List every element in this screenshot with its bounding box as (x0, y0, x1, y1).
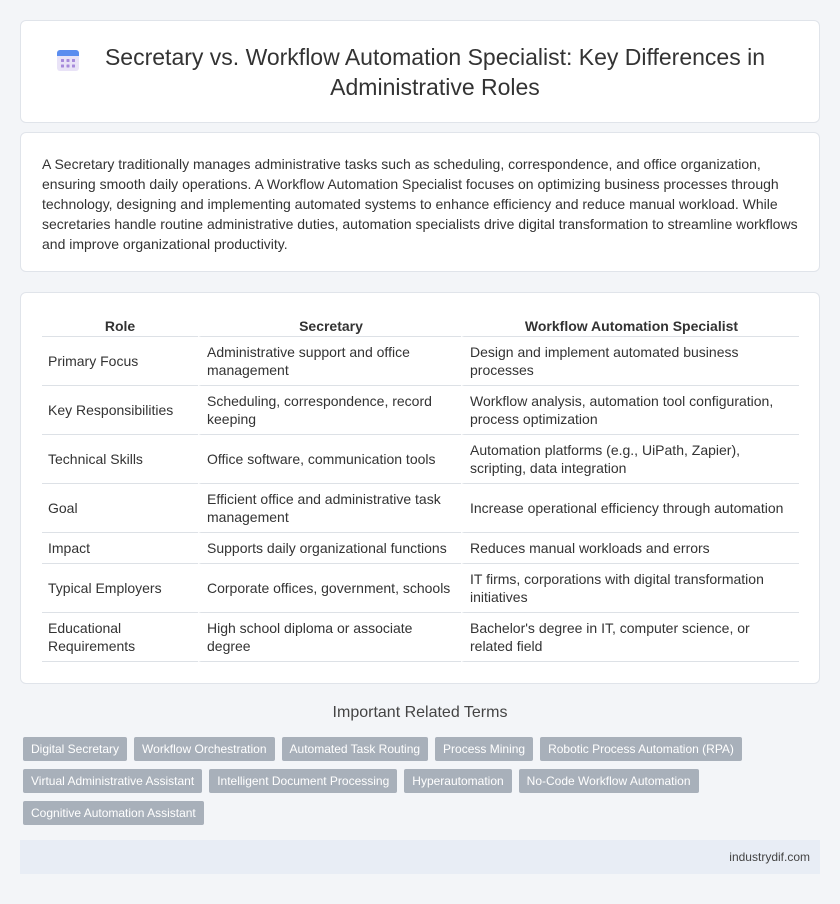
cell-role: Impact (42, 533, 198, 564)
cell-role: Primary Focus (42, 337, 198, 386)
related-term-tag[interactable]: Process Mining (435, 737, 533, 761)
footer (20, 840, 820, 874)
cell-secretary: High school diploma or associate degree (198, 613, 461, 662)
cell-workflow-specialist: Bachelor's degree in IT, computer science, or related field (461, 613, 799, 662)
page-title: Secretary vs. Workflow Automation Specialist: Key Differences in Administrative Roles (104, 43, 766, 100)
table-row (42, 337, 799, 386)
cell-role: Educational Requirements (42, 613, 198, 662)
cell-secretary: Supports daily organizational functions (198, 533, 461, 564)
related-terms-list (23, 737, 813, 833)
cell-secretary: Scheduling, correspondence, record keeping (198, 386, 461, 435)
related-term-tag[interactable]: Hyperautomation (404, 769, 511, 793)
cell-workflow-specialist: Automation platforms (e.g., UiPath, Zapier), scripting, data integration (461, 435, 799, 484)
cell-workflow-specialist: IT firms, corporations with digital transformation initiatives (461, 564, 799, 613)
cell-role: Goal (42, 484, 198, 533)
cell-role: Technical Skills (42, 435, 198, 484)
intro-card (20, 132, 820, 272)
intro-paragraph: A Secretary traditionally manages administrative tasks such as scheduling, correspondence, and office organization, ensuring smooth daily operations. A Workflow Automation Specialist focuses on optimizing business processes through technology, designing and implementing automated systems to enhance efficiency and reduce manual workload. While secretaries handle routine administrative duties, automation specialists drive digital transformation to streamline workflows and improve organizational productivity. (42, 156, 798, 252)
cell-secretary: Administrative support and office management (198, 337, 461, 386)
cell-workflow-specialist: Design and implement automated business processes (461, 337, 799, 386)
cell-secretary: Efficient office and administrative task management (198, 484, 461, 533)
related-term-tag[interactable]: No-Code Workflow Automation (519, 769, 699, 793)
related-term-tag[interactable]: Cognitive Automation Assistant (23, 801, 204, 825)
header-role: Role (42, 313, 198, 337)
related-term-tag[interactable]: Virtual Administrative Assistant (23, 769, 202, 793)
related-terms-title: Important Related Terms (332, 704, 508, 721)
table-row (42, 435, 799, 484)
cell-workflow-specialist: Reduces manual workloads and errors (461, 533, 799, 564)
comparison-table (42, 313, 799, 662)
related-term-tag[interactable]: Intelligent Document Processing (209, 769, 397, 793)
cell-secretary: Office software, communication tools (198, 435, 461, 484)
table-row (42, 484, 799, 533)
cell-role: Typical Employers (42, 564, 198, 613)
cell-workflow-specialist: Increase operational efficiency through automation (461, 484, 799, 533)
cell-role: Key Responsibilities (42, 386, 198, 435)
table-row (42, 533, 799, 564)
related-term-tag[interactable]: Digital Secretary (23, 737, 127, 761)
cell-workflow-specialist: Workflow analysis, automation tool configuration, process optimization (461, 386, 799, 435)
related-term-tag[interactable]: Automated Task Routing (282, 737, 429, 761)
related-term-tag[interactable]: Workflow Orchestration (134, 737, 274, 761)
table-row (42, 564, 799, 613)
cell-secretary: Corporate offices, government, schools (198, 564, 461, 613)
table-row (42, 386, 799, 435)
related-term-tag[interactable]: Robotic Process Automation (RPA) (540, 737, 742, 761)
title-card (20, 20, 820, 123)
table-row (42, 613, 799, 662)
header-secretary: Secretary (198, 313, 461, 337)
table-header-row (42, 313, 799, 337)
footer-site-link[interactable]: industrydif.com (729, 850, 810, 864)
header-workflow-specialist: Workflow Automation Specialist (461, 313, 799, 337)
comparison-table-card (20, 292, 820, 684)
